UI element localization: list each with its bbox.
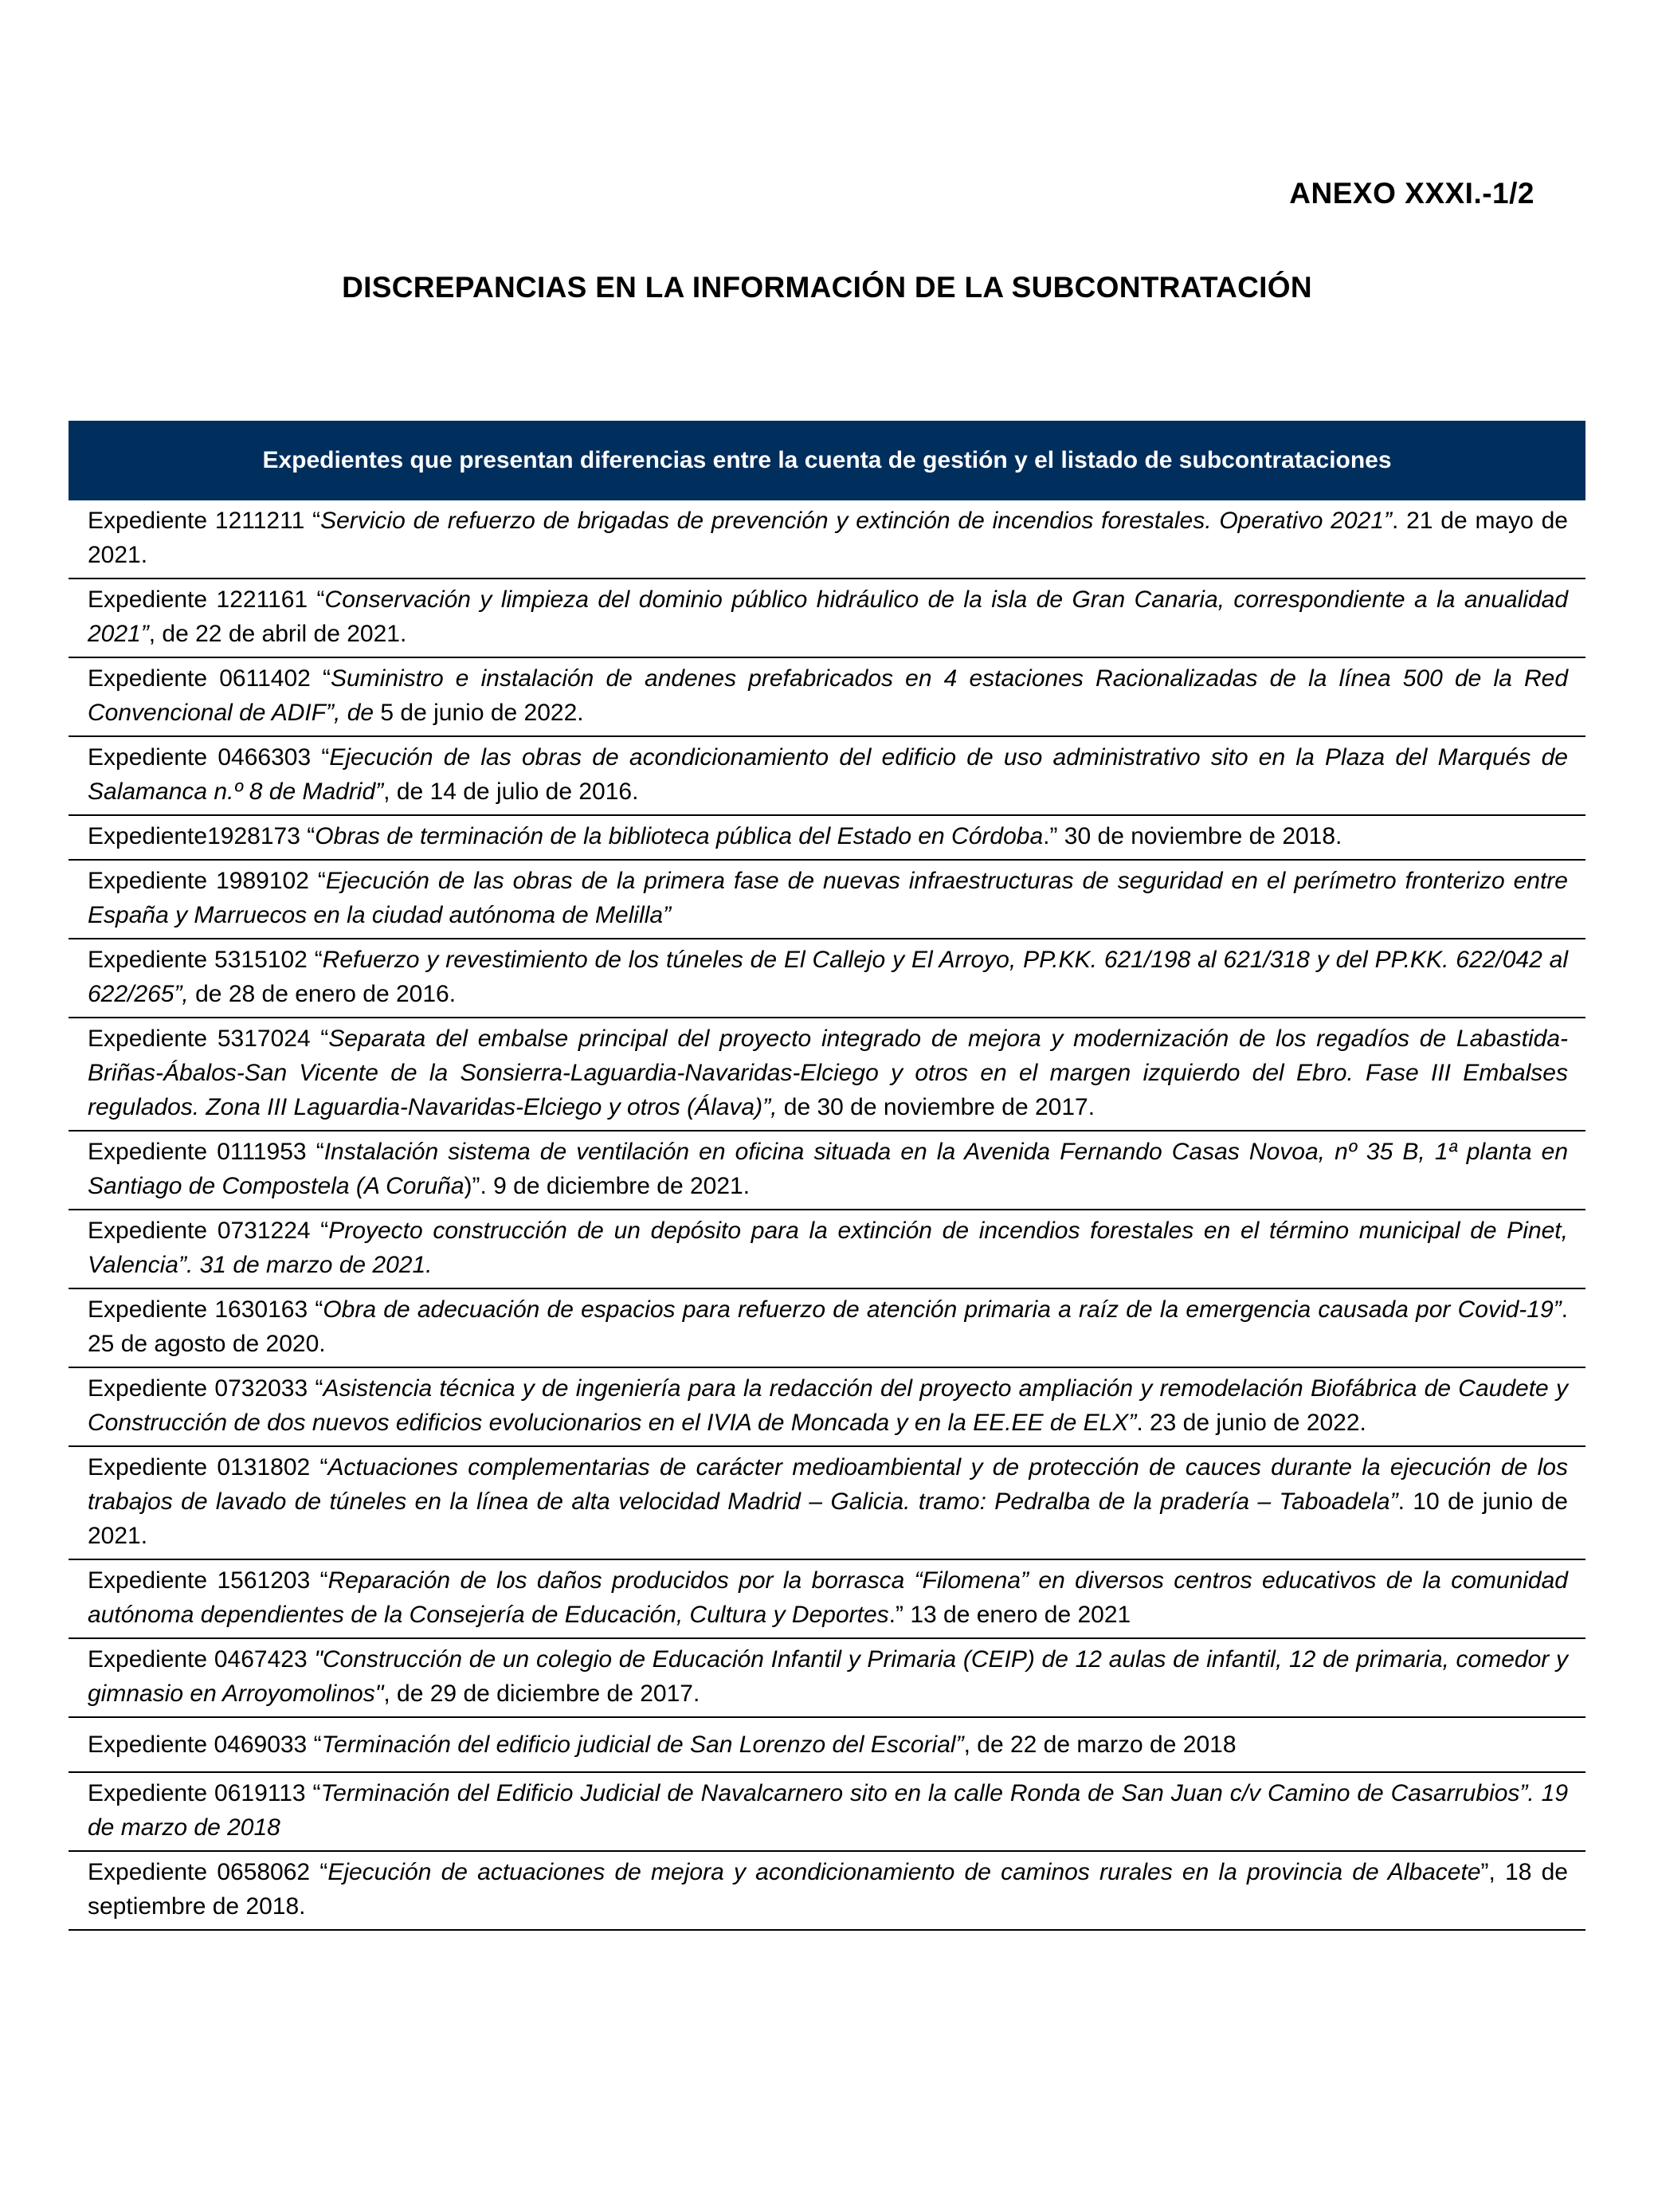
table-row: [69, 1447, 1585, 1560]
row-title: Terminación del edificio judicial de San Lorenzo del Escorial”: [321, 1732, 964, 1758]
row-date: , de 14 de julio de 2016.: [383, 779, 639, 805]
table-row: [69, 658, 1585, 737]
row-date: 5 de junio de 2022.: [374, 700, 584, 726]
table-row: [69, 1131, 1585, 1210]
row-title: Conservación y limpieza del dominio público hidráulico de la isla de Gran Canaria, correspondiente a la anualidad 2021”: [88, 586, 1569, 647]
table-header: Expedientes que presentan diferencias entre la cuenta de gestión y el listado de subcontrataciones: [69, 421, 1585, 500]
document-title: DISCREPANCIAS EN LA INFORMACIÓN DE LA SUBCONTRATACIÓN: [342, 271, 1312, 304]
table-row: [69, 939, 1585, 1018]
row-title: Terminación del Edificio Judicial de Navalcarnero sito en la calle Ronda de San Juan c/v Camino de Casarrubios”. 19 de marzo de 2018: [88, 1780, 1569, 1841]
row-label: Expediente 5317024 “: [88, 1026, 329, 1052]
row-label: Expediente 1211211 “: [88, 508, 321, 534]
row-title: Separata del embalse principal del proyecto integrado de mejora y modernización de los regadíos de Labastida-Briñas-Ábalos-San Vicente de la Sonsierra-Laguardia-Navaridas-Elciego y otros en el margen izquierdo del Ebro. Fase III Embalses regulados. Zona III Laguardia-Navaridas-Elciego y otros (Álava)”,: [88, 1026, 1568, 1120]
row-title: Suministro e instalación de andenes prefabricados en 4 estaciones Racionalizadas de la línea 500 de la Red Convencional de ADIF”, de: [88, 665, 1569, 726]
row-date: . 23 de junio de 2022.: [1136, 1410, 1366, 1436]
row-title: Asistencia técnica y de ingeniería para la redacción del proyecto ampliación y remodelación Biofábrica de Caudete y Construcción de dos nuevos edificios evolucionarios en el IVIA de Moncada y en la EE.EE de ELX”: [88, 1375, 1568, 1436]
row-label: Expediente 0619113 “: [88, 1780, 321, 1806]
row-label: Expediente 5315102 “: [88, 947, 323, 973]
row-date: , de 22 de abril de 2021.: [148, 621, 407, 647]
table-row: [69, 1852, 1585, 1931]
row-title: Proyecto construcción de un depósito para la extinción de incendios forestales en el término municipal de Pinet, Valencia”. 31 de marzo de 2021.: [88, 1218, 1568, 1278]
table-row: [69, 1773, 1585, 1852]
row-title: Ejecución de actuaciones de mejora y acondicionamiento de caminos rurales en la provincia de Albacete: [327, 1859, 1481, 1885]
table-row: [69, 1639, 1585, 1718]
table-row: [69, 1289, 1585, 1368]
row-date: . 10 de junio de 2021.: [88, 1488, 1568, 1549]
row-label: Expediente 0467423: [88, 1646, 315, 1673]
table-row: [69, 1718, 1585, 1773]
table-row: [69, 500, 1585, 579]
row-label: Expediente 0469033 “: [88, 1732, 322, 1758]
row-label: Expediente 0111953 “: [88, 1139, 324, 1165]
table-row: [69, 1018, 1585, 1131]
row-title: Obra de adecuación de espacios para refuerzo de atención primaria a raíz de la emergencia causada por Covid-19”: [323, 1296, 1562, 1323]
row-label: Expediente 0658062 “: [88, 1859, 328, 1885]
row-date: de 28 de enero de 2016.: [188, 981, 457, 1007]
row-title: Obras de terminación de la biblioteca pública del Estado en Córdoba: [315, 823, 1044, 849]
table-row: [69, 1368, 1585, 1447]
table-row: [69, 816, 1585, 861]
table-row: [69, 737, 1585, 816]
row-label: Expediente 0131802 “: [88, 1454, 328, 1481]
annex-title: ANEXO XXXI.-1/2: [1289, 177, 1534, 210]
row-label: Expediente 1221161 “: [88, 586, 325, 613]
row-title: Actuaciones complementarias de carácter medioambiental y de protección de cauces durante la ejecución de los trabajos de lavado de túneles en la línea de alta velocidad Madrid – Galicia. tramo: Pedralba de la pradería – Taboadela”: [88, 1454, 1568, 1515]
row-label: Expediente 0731224 “: [88, 1218, 329, 1244]
row-title: Ejecución de las obras de acondicionamiento del edificio de uso administrativo sito en la Plaza del Marqués de Salamanca n.º 8 de Madrid”: [88, 744, 1568, 805]
row-label: Expediente1928173 “: [88, 823, 316, 849]
row-title: Ejecución de las obras de la primera fase de nuevas infraestructuras de seguridad en el perímetro fronterizo entre España y Marruecos en la ciudad autónoma de Melilla”: [88, 868, 1568, 928]
row-date: . 21 de mayo de 2021.: [88, 508, 1568, 568]
row-label: Expediente 0732033 “: [88, 1375, 323, 1402]
table-row: [69, 1560, 1585, 1639]
table-row: [69, 579, 1585, 658]
row-date: )”. 9 de diciembre de 2021.: [464, 1173, 751, 1199]
row-title: Servicio de refuerzo de brigadas de prevención y extinción de incendios forestales. Operativo 2021”: [320, 508, 1392, 534]
table-row: [69, 1210, 1585, 1289]
row-date: ”, 18 de septiembre de 2018.: [88, 1859, 1568, 1920]
row-label: Expediente 1630163 “: [88, 1296, 323, 1323]
row-date: . 25 de agosto de 2020.: [88, 1296, 1568, 1357]
row-title: Refuerzo y revestimiento de los túneles de El Callejo y El Arroyo, PP.KK. 621/198 al 621/318 y del PP.KK. 622/042 al 622/265”,: [88, 947, 1568, 1007]
row-date: , de 29 de diciembre de 2017.: [383, 1681, 700, 1707]
row-label: Expediente 1989102 “: [88, 868, 326, 894]
row-date: de 30 de noviembre de 2017.: [777, 1094, 1095, 1120]
row-title: Reparación de los daños producidos por la borrasca “Filomena” en diversos centros educativos de la comunidad autónoma dependientes de la Consejería de Educación, Cultura y Deportes: [88, 1567, 1568, 1628]
row-label: Expediente 1561203 “: [88, 1567, 328, 1594]
row-label: Expediente 0611402 “: [88, 665, 331, 692]
table-row: [69, 861, 1585, 939]
row-date: , de 22 de marzo de 2018: [963, 1732, 1237, 1758]
row-label: Expediente 0466303 “: [88, 744, 330, 771]
row-date: .” 30 de noviembre de 2018.: [1043, 823, 1342, 849]
subcontracting-table: [69, 421, 1585, 1931]
row-title: "Construcción de un colegio de Educación Infantil y Primaria (CEIP) de 12 aulas de infantil, 12 de primaria, comedor y gimnasio en Arroyomolinos": [88, 1646, 1568, 1707]
row-title: Instalación sistema de ventilación en oficina situada en la Avenida Fernando Casas Novoa, nº 35 B, 1ª planta en Santiago de Compostela (A Coruña: [88, 1139, 1569, 1199]
row-date: .” 13 de enero de 2021: [888, 1602, 1131, 1628]
